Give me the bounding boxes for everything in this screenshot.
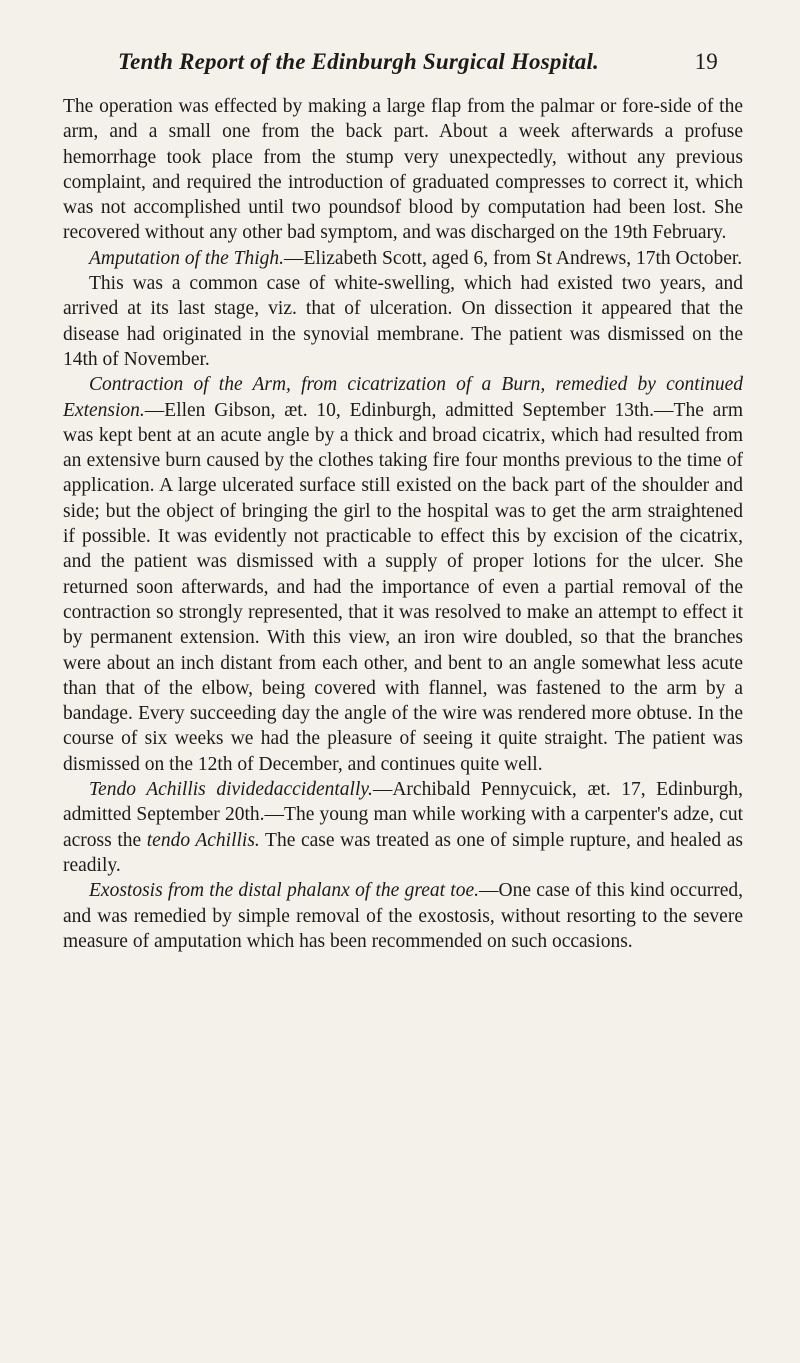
- paragraph-text: This was a common case of white-swelling, which had existed two years, and arrived at its last stage, viz. that of ulceration. On dissection it appeared that the disease had originated in the synovial membrane. The patient was dismissed on the 14th of November.: [63, 273, 743, 370]
- running-head: [118, 48, 718, 76]
- paragraph-white-swelling: [63, 271, 743, 372]
- section-heading: Contraction of the Arm, from cicatrization of a Burn, remedied by continued Extension.: [63, 374, 743, 421]
- paragraph-text: The case was treated as one of simple rupture, and healed as readily.: [63, 829, 744, 876]
- paragraph-tendo-achillis: [63, 777, 743, 878]
- section-heading: Amputation of the Thigh.: [89, 247, 284, 269]
- paragraph-amputation-thigh: [63, 246, 743, 271]
- section-heading: Exostosis from the distal phalanx of the great toe.: [89, 880, 479, 902]
- paragraph-text: —Ellen Gibson, æt. 10, Edinburgh, admitted September 13th.—The arm was kept bent at an acute angle by a thick and broad cicatrix, which had resulted from an extensive burn caused by the clothes taking fire four months previous to the time of application. A large ulcerated surface still existed on the back part of the shoulder and side; but the object of bringing the girl to the hospital was to get the arm straightened if possible. It was evidently not practicable to effect this by excision of the cicatrix, and the patient was dismissed with a supply of proper lotions for the ulcer. She returned soon afterwards, and had the importance of even a partial removal of the contraction so strongly represented, that it was resolved to make an attempt to effect it by permanent extension. With this view, an iron wire doubled, so that the branches were about an inch distant from each other, and bent to an angle somewhat less acute than that of the elbow, being covered with flannel, was fastened to the arm by a bandage. Every succeeding day the angle of the wire was rendered more obtuse. In the course of six weeks we had the pleasure of seeing it quite straight. The patient was dismissed on the 12th of December, and continues quite well.: [63, 399, 743, 775]
- paragraph-text: —One case of this kind occurred, and was remedied by simple removal of the exostosis, without resorting to the severe measure of amputation which has been recommended on such occasions.: [63, 880, 743, 952]
- paragraph-text: —Archibald Pennycuick, æt. 17, Edinburgh, admitted September 20th.—The young man while working with a carpenter's adze, cut across the: [63, 779, 744, 851]
- section-heading: Tendo Achillis dividedaccidentally.: [89, 779, 373, 801]
- paragraph-text: The operation was effected by making a large flap from the palmar or fore-side of the arm, and a small one from the back part. About a week afterwards a profuse hemorrhage took place from the stump very unexpectedly, without any previous complaint, and required the introduction of graduated compresses to correct it, which was not accomplished until two poundsof blood by computation had been lost. She recovered without any other bad symptom, and was discharged on the 19th February.: [63, 96, 743, 244]
- emphasis-term: tendo Achillis.: [146, 829, 260, 851]
- paragraph-exostosis: [63, 878, 743, 954]
- body-text: [63, 94, 743, 954]
- running-head-title: Tenth Report of the Edinburgh Surgical Hospital.: [118, 49, 599, 74]
- page-number: 19: [694, 49, 718, 74]
- paragraph-stump-hemorrhage: [63, 94, 743, 246]
- paragraph-text: —Elizabeth Scott, aged 6, from St Andrews, 17th October.: [284, 247, 743, 269]
- paragraph-contraction-arm: [63, 372, 743, 777]
